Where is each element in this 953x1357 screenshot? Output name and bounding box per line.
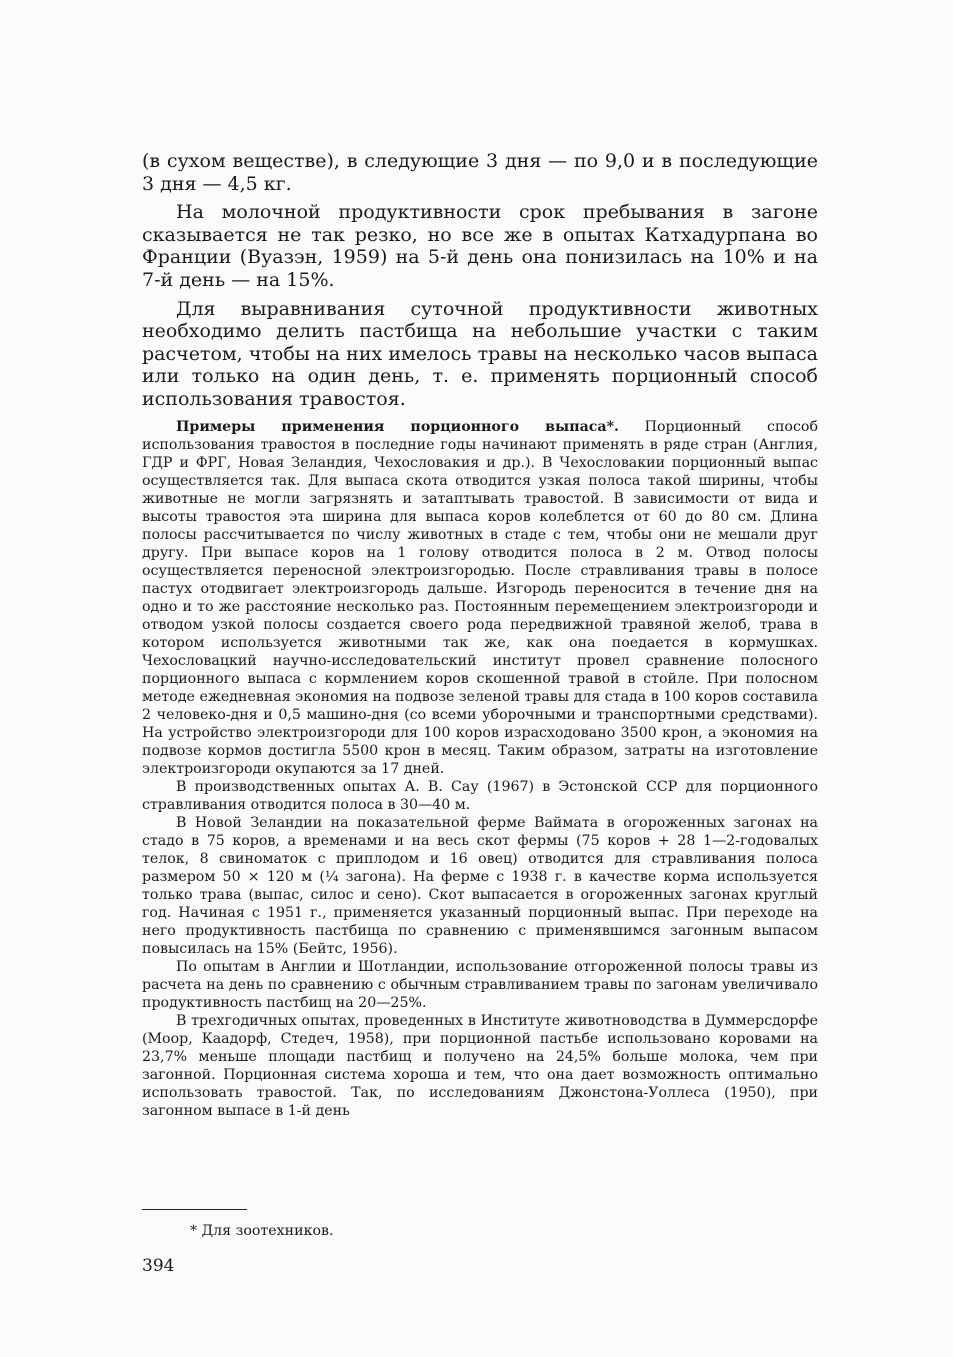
paragraph-estonia: В производственных опытах А. В. Сау (1967) в Эстонской ССР для порционного стравливания отводится полоса в 30—40 м. (142, 779, 818, 813)
paragraph-dummersdorf: В трехгодичных опытах, проведенных в Институте животноводства в Думмерсдорфе (Моор, Каадорф, Стедеч, 1958), при порционной пастьбе использовано коровами на 23,7% меньше площади пастбищ и получено на 24,5% больше молока, чем при загонной. Порционная система хороша и тем, что она дает возможность оптимально использовать травостой. Так, по исследованиям Джонстона-Уоллеса (1950), при загонном выпасе в 1-й день (142, 1013, 818, 1119)
main-text (142, 150, 818, 417)
examples-first-paragraph (142, 418, 818, 778)
examples-first-paragraph-text: Порционный способ использования травостоя в последние годы начинают применять в ряде стран (Англия, ГДР и ФРГ, Новая Зеландия, Чехословакия и др.). В Чехословакии порционный выпас осуществляется так. Для выпаса скота отводится узкая полоса такой ширины, чтобы животные не могли загрязнять и затаптывать травостой. В зависимости от вида и высоты травостоя эта ширина для выпаса коров колеблется от 60 до 80 см. Длина полосы рассчитывается по числу животных в стаде с тем, чтобы они не мешали друг другу. При выпасе коров на 1 голову отводится полоса в 2 м. Отвод полосы осуществляется переносной электроизгородью. После стравливания травы в полосе пастух отодвигает электроизгородь дальше. Изгородь переносится в течение дня на одно и то же расстояние несколько раз. Постоянным перемещением электроизгороди и отводом узкой полосы создается своего рода передвижной травяной желоб, трава в котором используется животными так же, как она поедается в кормушках. Чехословацкий научно-исследовательский институт провел сравнение полосного порционного выпаса с кормлением коров скошенной травой в стойле. При полосном методе ежедневная экономия на подвозе зеленой травы для стада в 100 коров составила 2 человеко-дня и 0,5 машино-дня (со всеми уборочными и транспортными средствами). На устройство электроизгороди для 100 коров израсходовано 3500 крон, а экономия на подвозе кормов достигла 5500 крон в месяц. Таким образом, затраты на изготовление электроизгороди окупаются за 17 дней. (142, 419, 819, 777)
paragraph-continuation: (в сухом веществе), в следующие 3 дня — по 9,0 и в последующие 3 дня — 4,5 кг. (142, 150, 818, 195)
footnote: * Для зоотехников. (190, 1223, 334, 1239)
footnote-divider (142, 1209, 247, 1210)
examples-section (142, 418, 818, 1120)
paragraph-milk-productivity: На молочной продуктивности срок пребывания в загоне сказывается не так резко, но все же в опытах Катхадурпана во Франции (Вуазэн, 1959) на 5-й день она понизилась на 10% и на 7-й день — на 15%. (142, 201, 818, 291)
section-heading: Примеры применения порционного выпаса*. (176, 419, 619, 435)
paragraph-new-zealand: В Новой Зеландии на показательной ферме Ваймата в огороженных загонах на стадо в 75 коров, а временами и на весь скот фермы (75 коров + 28 1—2-годовалых телок, 8 свиноматок с приплодом и 16 овец) отводится для стравливания полоса размером 50 × 120 м (¼ загона). На ферме с 1938 г. в качестве корма используется только трава (выпас, силос и сено). Скот выпасается в огороженных загонах круглый год. Начиная с 1951 г., применяется указанный порционный выпас. При переходе на него продуктивность пастбища по сравнению с применявшимся загонным выпасом повысилась на 15% (Бейтс, 1956). (142, 815, 818, 957)
page-number: 394 (142, 1256, 175, 1276)
paragraph-portion-grazing: Для выравнивания суточной продуктивности животных необходимо делить пастбища на небольшие участки с таким расчетом, чтобы на них имелось травы на несколько часов выпаса или только на один день, т. е. применять порционный способ использования травостоя. (142, 297, 818, 410)
paragraph-england-scotland: По опытам в Англии и Шотландии, использование отгороженной полосы травы из расчета на день по сравнению с обычным стравливанием травы по загонам увеличивало продуктивность пастбищ на 20—25%. (142, 959, 818, 1011)
